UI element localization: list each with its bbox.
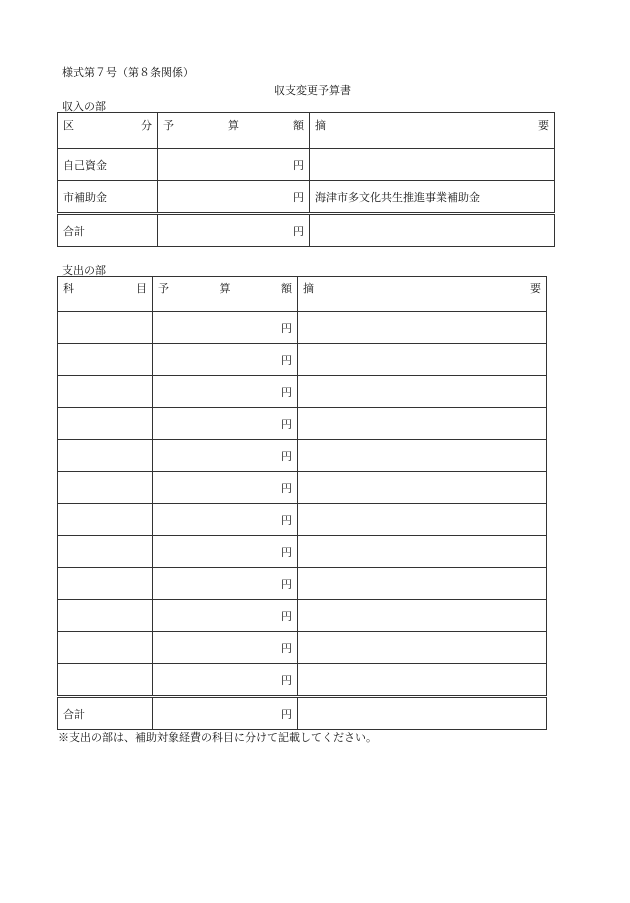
- table-row: [58, 312, 547, 344]
- expense-summary-cell[interactable]: [298, 408, 547, 440]
- expense-header-summary: [298, 277, 547, 312]
- expense-summary-cell[interactable]: [298, 600, 547, 632]
- expense-item-cell[interactable]: [58, 376, 153, 408]
- header-char: 区: [63, 119, 74, 132]
- document-title: 収支変更予算書: [274, 84, 351, 97]
- expense-amount-cell[interactable]: 円: [153, 664, 298, 697]
- header-char: 算: [219, 282, 231, 295]
- expense-amount-cell[interactable]: 円: [153, 408, 298, 440]
- income-amount-cell[interactable]: 円: [158, 149, 310, 181]
- expense-amount-cell[interactable]: 円: [153, 632, 298, 664]
- expense-item-cell[interactable]: [58, 344, 153, 376]
- expense-table: [57, 276, 547, 730]
- expense-header-budget: [153, 277, 298, 312]
- table-row: [58, 600, 547, 632]
- expense-amount-cell[interactable]: 円: [153, 376, 298, 408]
- income-header-row: [58, 113, 555, 149]
- expense-summary-cell[interactable]: [298, 312, 547, 344]
- income-header-summary: [310, 113, 555, 149]
- expense-amount-cell[interactable]: 円: [153, 312, 298, 344]
- header-char: 科: [63, 282, 74, 295]
- header-char: 予: [163, 119, 174, 132]
- expense-total-row: [58, 697, 547, 730]
- expense-amount-cell[interactable]: 円: [153, 536, 298, 568]
- footnote: ※支出の部は、補助対象経費の科目に分けて記載してください。: [58, 731, 377, 744]
- table-row: [58, 149, 555, 181]
- table-row: [58, 632, 547, 664]
- expense-amount-cell[interactable]: 円: [153, 344, 298, 376]
- header-char: 要: [530, 282, 541, 295]
- expense-amount-cell[interactable]: 円: [153, 472, 298, 504]
- expense-header-row: [58, 277, 547, 312]
- expense-item-cell[interactable]: [58, 664, 153, 697]
- income-total-amount[interactable]: 円: [158, 214, 310, 247]
- expense-summary-cell[interactable]: [298, 632, 547, 664]
- expense-item-cell[interactable]: [58, 440, 153, 472]
- expense-amount-cell[interactable]: 円: [153, 504, 298, 536]
- income-summary-cell[interactable]: [310, 149, 555, 181]
- expense-total-amount[interactable]: 円: [153, 697, 298, 730]
- expense-summary-cell[interactable]: [298, 664, 547, 697]
- income-category-cell[interactable]: 自己資金: [58, 149, 158, 181]
- income-header-category: [58, 113, 158, 149]
- expense-summary-cell[interactable]: [298, 568, 547, 600]
- expense-amount-cell[interactable]: 円: [153, 600, 298, 632]
- expense-amount-cell[interactable]: 円: [153, 440, 298, 472]
- income-section-heading: 収入の部: [62, 100, 106, 113]
- header-char: 摘: [315, 119, 326, 132]
- income-table: [57, 112, 555, 247]
- header-char: 摘: [303, 282, 314, 295]
- table-row: [58, 344, 547, 376]
- expense-header-item: [58, 277, 153, 312]
- table-row: [58, 408, 547, 440]
- expense-total-summary[interactable]: [298, 697, 547, 730]
- header-char: 要: [538, 119, 549, 132]
- table-row: [58, 376, 547, 408]
- expense-item-cell[interactable]: [58, 504, 153, 536]
- expense-summary-cell[interactable]: [298, 536, 547, 568]
- header-char: 分: [141, 119, 152, 132]
- table-row: [58, 440, 547, 472]
- income-category-cell[interactable]: 市補助金: [58, 181, 158, 214]
- expense-item-cell[interactable]: [58, 600, 153, 632]
- table-row: [58, 504, 547, 536]
- expense-item-cell[interactable]: [58, 536, 153, 568]
- expense-item-cell[interactable]: [58, 568, 153, 600]
- expense-summary-cell[interactable]: [298, 504, 547, 536]
- income-summary-cell[interactable]: 海津市多文化共生推進事業補助金: [310, 181, 555, 214]
- expense-item-cell[interactable]: [58, 408, 153, 440]
- header-char: 額: [293, 119, 304, 132]
- income-header-budget: [158, 113, 310, 149]
- table-row: [58, 664, 547, 697]
- income-amount-cell[interactable]: 円: [158, 181, 310, 214]
- income-total-label: 合計: [58, 214, 158, 247]
- expense-summary-cell[interactable]: [298, 376, 547, 408]
- table-row: [58, 568, 547, 600]
- expense-summary-cell[interactable]: [298, 440, 547, 472]
- expense-summary-cell[interactable]: [298, 344, 547, 376]
- form-number: 様式第７号（第８条関係）: [62, 66, 194, 79]
- table-row: [58, 181, 555, 214]
- header-char: 目: [136, 282, 147, 295]
- income-total-row: [58, 214, 555, 247]
- header-char: 予: [158, 282, 169, 295]
- expense-amount-cell[interactable]: 円: [153, 568, 298, 600]
- income-total-summary[interactable]: [310, 214, 555, 247]
- expense-item-cell[interactable]: [58, 632, 153, 664]
- header-char: 額: [281, 282, 292, 295]
- table-row: [58, 536, 547, 568]
- expense-item-cell[interactable]: [58, 472, 153, 504]
- expense-section-heading: 支出の部: [62, 264, 106, 277]
- expense-item-cell[interactable]: [58, 312, 153, 344]
- header-char: 算: [228, 119, 239, 132]
- expense-summary-cell[interactable]: [298, 472, 547, 504]
- table-row: [58, 472, 547, 504]
- expense-total-label: 合計: [58, 697, 153, 730]
